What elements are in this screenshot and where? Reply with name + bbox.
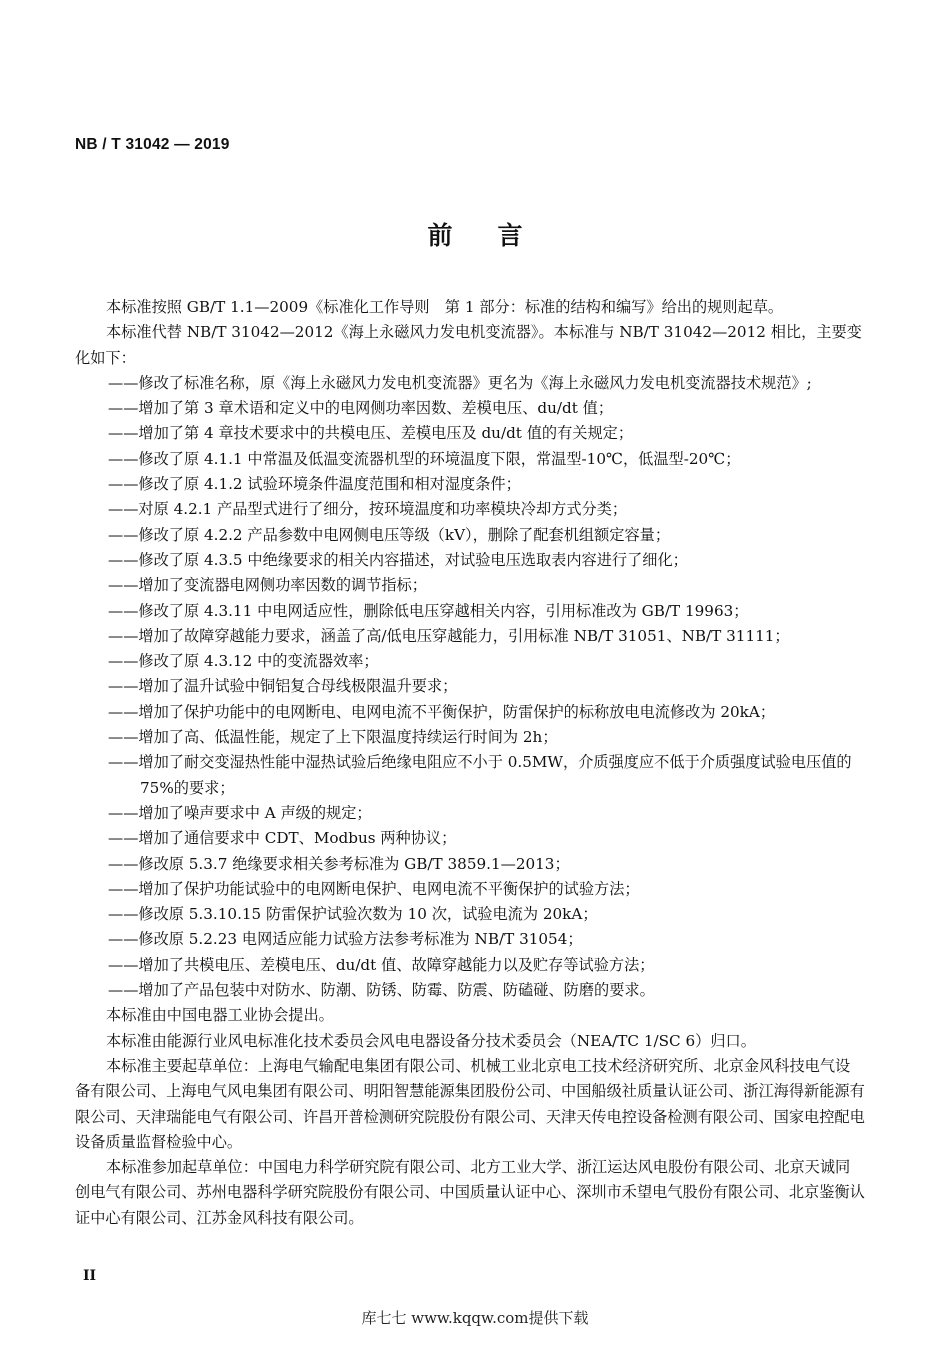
list-item: ——增加了故障穿越能力要求，涵盖了高/低电压穿越能力，引用标准 NB/T 31051、NB/T 31111；: [108, 626, 790, 645]
list-item: ——增加了高、低温性能，规定了上下限温度持续运行时间为 2h；: [108, 728, 558, 747]
list-item: ——增加了产品包装中对防水、防潮、防锈、防霉、防震、防磕碰、防磨的要求。: [108, 981, 655, 1000]
list-item: ——增加了保护功能中的电网断电、电网电流不平衡保护，防雷保护的标称放电电流修改为 20kA；: [108, 702, 776, 721]
list-item: ——增加了通信要求中 CDT、Modbus 两种协议；: [108, 829, 457, 848]
foreword-body: [75, 295, 865, 1231]
list-item: ——增加了保护功能试验中的电网断电保护、电网电流不平衡保护的试验方法；: [108, 879, 640, 898]
list-item: ——增加了共模电压、差模电压、du/dt 值、故障穿越能力以及贮存等试验方法；: [108, 955, 655, 974]
list-item: ——修改原 5.3.7 绝缘要求相关参考标准为 GB/T 3859.1—2013；: [108, 854, 570, 873]
list-item: ——增加了温升试验中铜铝复合母线极限温升要求；: [108, 677, 458, 696]
paragraph-proposed-by: 本标准由中国电器工业协会提出。: [106, 1006, 334, 1025]
list-item: ——增加了第 4 章技术要求中的共模电压、差模电压及 du/dt 值的有关规定；: [108, 424, 634, 443]
list-item: ——增加了第 3 章术语和定义中的电网侧功率因数、差模电压、du/dt 值；: [108, 399, 614, 418]
paragraph-participating-drafters: 本标准参加起草单位：中国电力科学研究院有限公司、北方工业大学、浙江运达风电股份有限公司、北京天诚同创电气有限公司、苏州电器科学研究院股份有限公司、中国质量认证中心、深圳市禾望电气股份有限公司、北京鉴衡认证中心有限公司、江苏金风科技有限公司。: [75, 1158, 865, 1227]
list-item: ——增加了变流器电网侧功率因数的调节指标；: [108, 576, 427, 595]
paragraph-centralized-by: 本标准由能源行业风电标准化技术委员会风电电器设备分技术委员会（NEA/TC 1/SC 6）归口。: [106, 1031, 756, 1050]
list-item: ——修改了原 4.1.1 中常温及低温变流器机型的环境温度下限，常温型-10℃，低温型-20℃；: [108, 449, 741, 468]
list-item: ——修改了原 4.2.2 产品参数中电网侧电压等级（kV），删除了配套机组额定容量；: [108, 525, 671, 544]
list-item: ——修改了原 4.3.12 中的变流器效率；: [108, 652, 379, 671]
list-item: ——增加了噪声要求中 A 声级的规定；: [108, 803, 372, 822]
list-item: ——对原 4.2.1 产品型式进行了细分，按环境温度和功率模块冷却方式分类；: [108, 500, 628, 519]
paragraph-replaces: 本标准代替 NB/T 31042—2012《海上永磁风力发电机变流器》。本标准与 NB/T 31042—2012 相比，主要变化如下：: [75, 323, 862, 367]
title-char-1: 前: [427, 221, 453, 250]
page-title: [0, 216, 950, 252]
title-char-2: 言: [497, 221, 523, 250]
paragraph-main-drafters: 本标准主要起草单位：上海电气输配电集团有限公司、机械工业北京电工技术经济研究所、北京金风科技电气设备有限公司、上海电气风电集团有限公司、明阳智慧能源集团股份公司、中国船级社质量认证公司、浙江海得新能源有限公司、天津瑞能电气有限公司、许昌开普检测研究院股份有限公司、天津天传电控设备检测有限公司、国家电控配电设备质量监督检验中心。: [75, 1056, 865, 1151]
list-item: ——增加了耐交变湿热性能中湿热试验后绝缘电阻应不小于 0.5MW，介质强度应不低于介质强度试验电压值的 75%的要求；: [108, 753, 852, 797]
page-number: II: [83, 1268, 97, 1284]
footer-watermark: 库七七 www.kqqw.com提供下载: [361, 1309, 589, 1327]
list-item: ——修改了原 4.3.11 中电网适应性，删除低电压穿越相关内容，引用标准改为 GB/T 19963；: [108, 601, 749, 620]
list-item: ——修改了标准名称，原《海上永磁风力发电机变流器》更名为《海上永磁风力发电机变流器技术规范》;: [108, 373, 812, 392]
paragraph-drafting-rules: 本标准按照 GB/T 1.1—2009《标准化工作导则 第 1 部分：标准的结构和编写》给出的规则起草。: [106, 298, 784, 316]
list-item: ——修改原 5.3.10.15 防雷保护试验次数为 10 次，试验电流为 20kA；: [108, 905, 598, 924]
list-item: ——修改了原 4.1.2 试验环境条件温度范围和相对湿度条件；: [108, 475, 521, 494]
list-item: ——修改了原 4.3.5 中绝缘要求的相关内容描述，对试验电压选取表内容进行了细化；: [108, 550, 688, 569]
changes-list: [75, 371, 865, 1003]
list-item: ——修改原 5.2.23 电网适应能力试验方法参考标准为 NB/T 31054；: [108, 930, 583, 949]
standard-code: NB / T 31042 — 2019: [75, 136, 230, 153]
